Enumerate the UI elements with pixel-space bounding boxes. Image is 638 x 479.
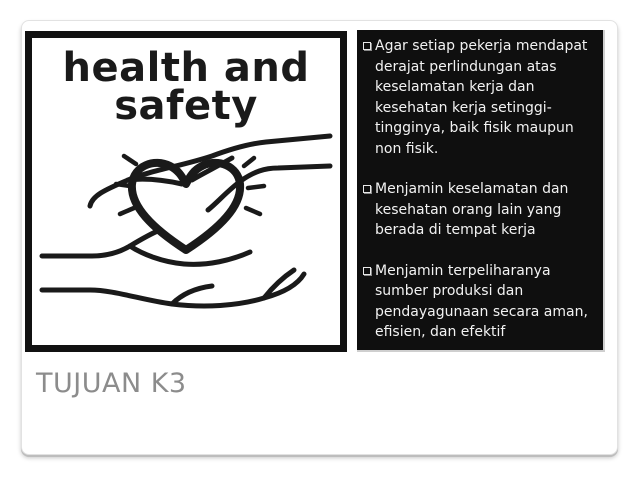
slide-title: TUJUAN K3 xyxy=(36,368,187,399)
square-bullet-icon xyxy=(363,185,371,193)
hands-and-heart-graphic xyxy=(32,38,340,345)
health-and-safety-illustration xyxy=(25,31,347,352)
bullet-text-2: Menjamin keselamatan dan kesehatan orang lain yang berada di tempat kerja xyxy=(375,181,569,238)
objectives-text-panel xyxy=(357,30,605,352)
bullet-item-1 xyxy=(363,36,597,159)
illustration-title-line-2: safety xyxy=(114,83,258,129)
top-hand-icon xyxy=(90,136,330,210)
bullet-text-1: Agar setiap pekerja mendapat derajat perlindungan atas keselamatan kerja dan kesehatan kerja setinggi-tingginya, baik fisik maupun non fisik. xyxy=(375,38,588,157)
bullet-item-3 xyxy=(363,261,597,343)
illustration-title-line-1: health and xyxy=(62,45,310,91)
bullet-text-3: Menjamin terpeliharanya sumber produksi dan pendayagunaan secara aman, efisien, dan efektif xyxy=(375,262,588,340)
bullet-item-2 xyxy=(363,179,597,241)
square-bullet-icon xyxy=(363,42,371,50)
square-bullet-icon xyxy=(363,267,371,275)
